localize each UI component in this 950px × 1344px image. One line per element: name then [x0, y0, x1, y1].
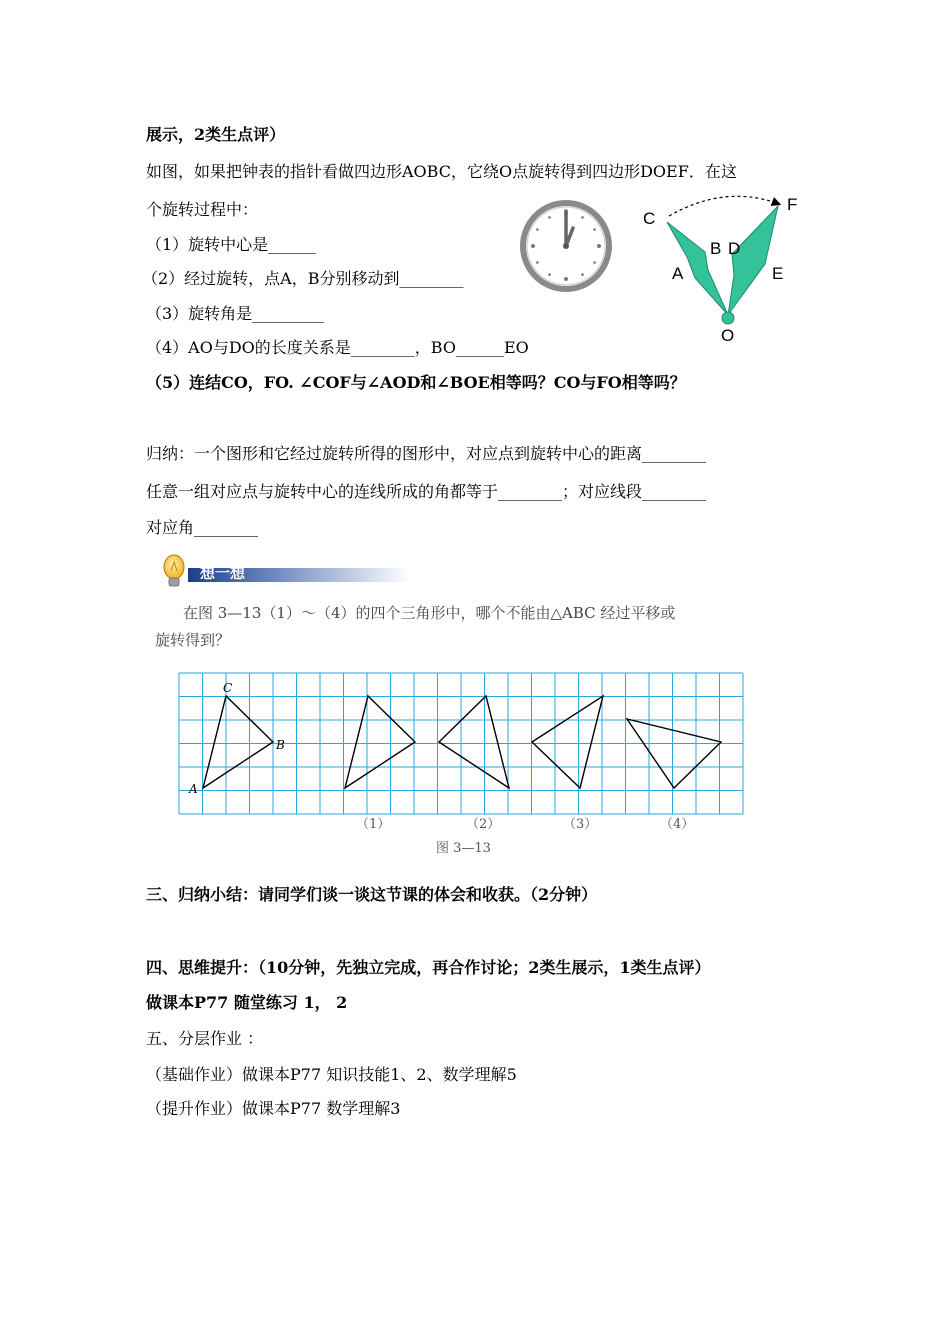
clock-tick [597, 244, 601, 248]
section-3: 三、归纳小结：请同学们谈一谈这节课的体会和收获。（2分钟） [146, 885, 598, 904]
clock-tick [548, 273, 551, 276]
clock-tick [593, 261, 596, 264]
triangle-grid-figure [178, 672, 748, 862]
section-4: 四、思维提升：（10分钟，先独立完成，再合作讨论；2类生展示，1类生点评） [146, 958, 711, 977]
label-d: D [728, 239, 741, 258]
label-o: O [721, 326, 735, 345]
caption-2: （2） [466, 817, 501, 832]
summary-line-2: 任意一组对应点与旋转中心的连线所成的角都等于________；对应线段________ [146, 482, 707, 501]
label-b: B [710, 239, 722, 258]
triangle-4 [627, 719, 721, 788]
grid-label-b: B [276, 738, 285, 752]
clock-tick [531, 244, 535, 248]
clock-figure [518, 198, 614, 294]
think-header [162, 554, 412, 590]
summary-line-3: 对应角________ [146, 518, 259, 537]
clock-tick [548, 216, 551, 219]
label-c: C [643, 209, 656, 228]
clock-tick [564, 277, 568, 281]
center-point [722, 312, 734, 324]
clock-tick [581, 273, 584, 276]
rotation-arc [669, 196, 779, 216]
clock-tick [581, 216, 584, 219]
question-4: （4）AO与DO的长度关系是________，BO______EO [146, 338, 529, 357]
hand-doef [728, 206, 778, 315]
grid-label-c: C [223, 681, 233, 695]
think-question: 在图 3—13（1）～（4）的四个三角形中，哪个不能由△ABC 经过平移或 [183, 604, 676, 622]
label-e: E [772, 264, 784, 283]
triangle-3 [532, 696, 603, 788]
triangle-abc [203, 696, 273, 788]
question-1: （1）旋转中心是______ [146, 235, 317, 254]
think-title: 想一想 [200, 564, 246, 582]
lightbulb-icon [164, 555, 184, 586]
clock-tick [536, 228, 539, 231]
section-4-task: 做课本P77 随堂练习 1， 2 [146, 993, 348, 1012]
figure-caption: 图 3—13 [436, 841, 491, 856]
question-2: （2）经过旋转，点A，B分别移动到________ [142, 269, 464, 288]
homework-basic: （基础作业）做课本P77 知识技能1、2、数学理解5 [146, 1065, 517, 1084]
intro-line: 展示，2类生点评） [146, 125, 286, 144]
grid-label-a: A [189, 782, 198, 796]
clock-tick [593, 228, 596, 231]
summary-line-1: 归纳：一个图形和它经过旋转所得的图形中，对应点到旋转中心的距离________ [146, 444, 707, 463]
triangle-1 [345, 696, 415, 788]
caption-4: （4） [660, 817, 695, 832]
question-3: （3）旋转角是_________ [146, 304, 325, 323]
label-f: F [787, 195, 798, 214]
caption-1: （1） [356, 817, 391, 832]
question-5: （5）连结CO，FO. ∠COF与∠AOD和∠BOE相等吗？CO与FO相等吗？ [146, 373, 686, 392]
question-intro-cont: 个旋转过程中： [146, 200, 259, 219]
section-5: 五、分层作业 ： [146, 1029, 264, 1048]
clock-tick [536, 261, 539, 264]
triangle-2 [439, 696, 509, 788]
label-a: A [672, 264, 684, 283]
question-intro: 如图，如果把钟表的指针看做四边形AOBC，它绕O点旋转得到四边形DOEF．在这 [146, 162, 737, 181]
rotation-figure [635, 190, 805, 350]
homework-advanced: （提升作业）做课本P77 数学理解3 [146, 1099, 401, 1118]
think-question-cont: 旋转得到？ [155, 631, 231, 649]
caption-3: （3） [563, 817, 598, 832]
